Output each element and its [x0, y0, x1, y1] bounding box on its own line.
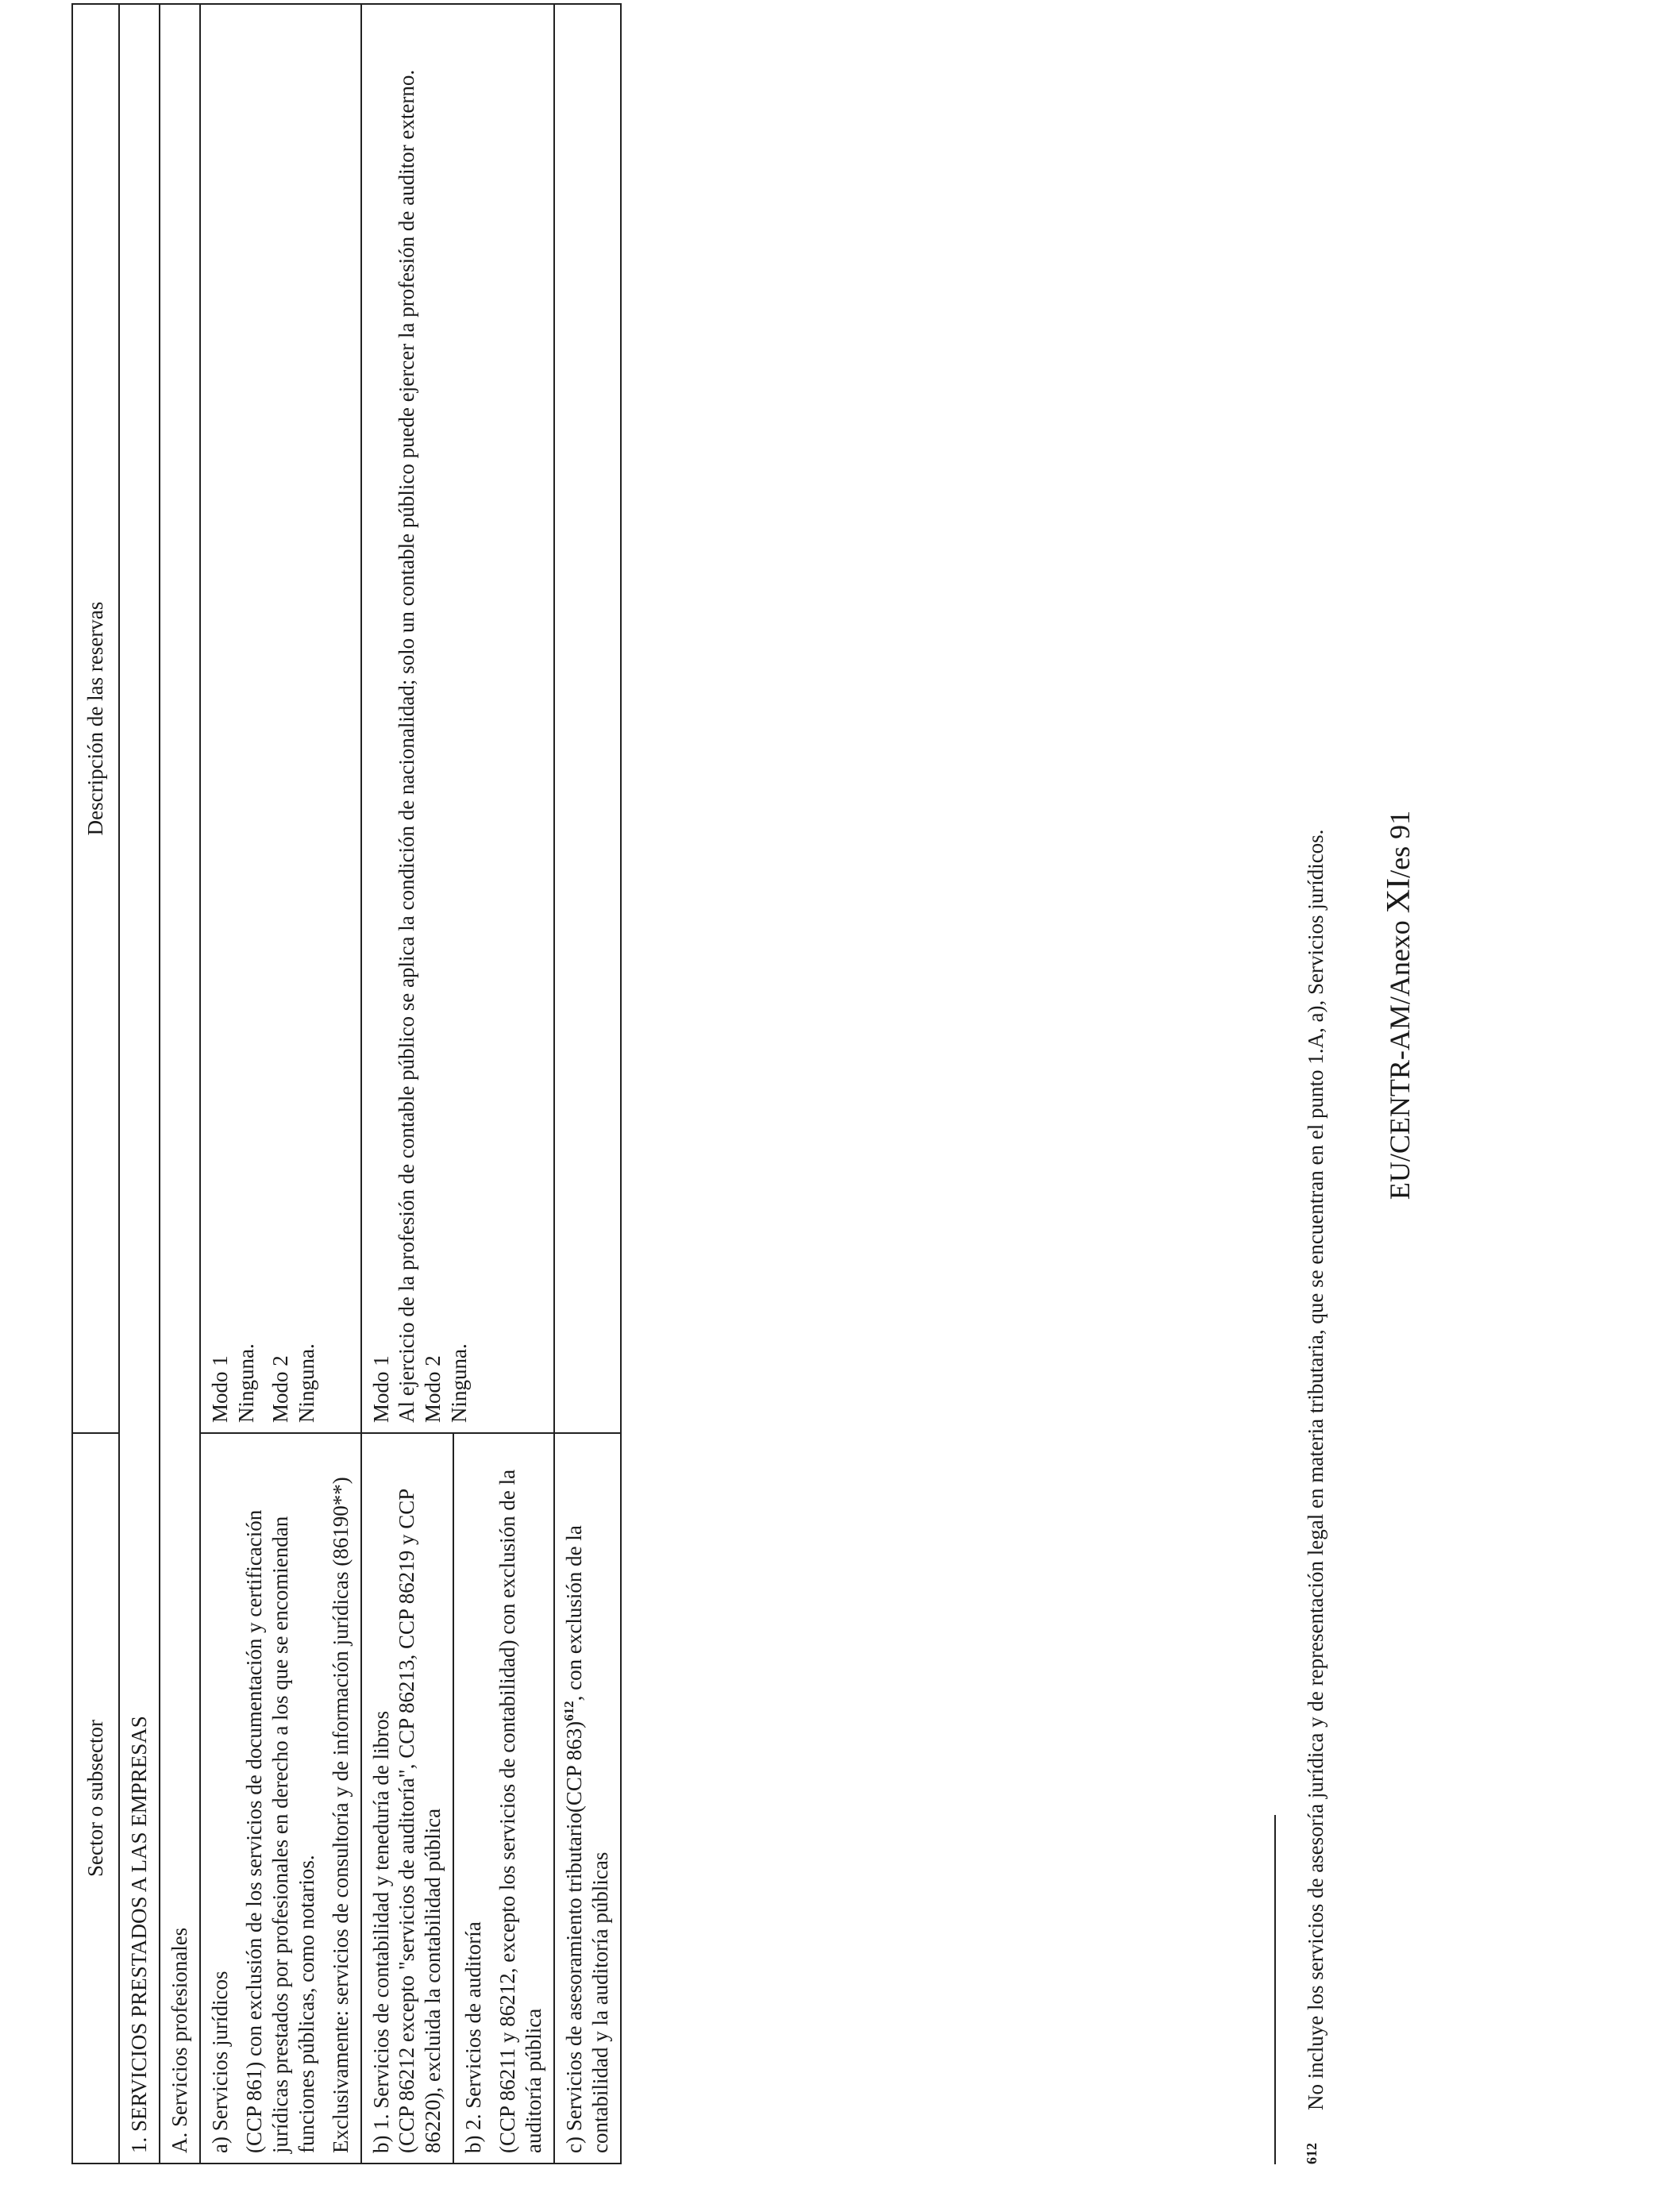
tax-sector-text-end: , con exclusión de la contabilidad y la auditoría públicas [562, 1525, 613, 2153]
tax-sector-text: c) Servicios de asesoramiento tributario(CCP 863) [562, 1720, 587, 2153]
tax-sector-cell [554, 1433, 621, 2164]
accounting-sector-cell [361, 1433, 454, 2164]
accounting-sector-scope: (CCP 86212 excepto "servicios de auditoría", CCP 86213, CCP 86219 y CCP 86220), excluida la contabilidad pública [395, 1489, 445, 2153]
footnote-number: 612 [1304, 2143, 1320, 2164]
legal-description-cell [200, 4, 361, 1433]
table-row [554, 4, 621, 2164]
reservations-table [71, 3, 622, 2164]
accounting-description-cell [361, 4, 555, 1433]
footnote-divider [1274, 1815, 1276, 2164]
subsection-title: A. Servicios profesionales [160, 4, 200, 2164]
page-id-prefix: EU/CENTR-AM/Anexo [1384, 913, 1416, 1200]
legal-mode-2: Modo 2 [268, 1355, 292, 1423]
accounting-mode-2: Modo 2 [421, 1355, 445, 1423]
legal-sector-cell [200, 1433, 361, 2164]
header-sector: Sector o subsector [72, 1433, 119, 2164]
table-row [200, 4, 361, 2164]
legal-sector-exclusive: Exclusivamente: servicios de consultoría y de información jurídicas (86190**) [328, 1477, 353, 2153]
tax-description-cell [554, 4, 621, 1433]
page-id-suffix: /es 91 [1384, 810, 1416, 878]
legal-sector-title: a) Servicios jurídicos [207, 1971, 232, 2153]
table-row [361, 4, 454, 2164]
section-row [119, 4, 160, 2164]
accounting-mode-1: Modo 1 [368, 1355, 393, 1423]
auditing-sector-scope: (CCP 86211 y 86212, excepto los servicios de contabilidad) con exclusión de la auditoría pública [495, 1469, 546, 2153]
subsection-row [160, 4, 200, 2164]
legal-mode-1: Modo 1 [207, 1355, 232, 1423]
table-header-row [72, 4, 119, 2164]
footnote-reference[interactable]: 612 [561, 1701, 577, 1721]
accounting-mode-2-value: Ninguna. [447, 1343, 472, 1423]
legal-sector-scope: (CCP 861) con exclusión de los servicios de documentación y certificación jurídicas prestados por profesionales en derecho a los que se encomiendan funciones públicas, como notarios. [241, 1509, 318, 2153]
auditing-sector-title: b) 2. Servicios de auditoría [461, 1921, 486, 2153]
accounting-sector-title: b) 1. Servicios de contabilidad y teneduría de libros [368, 1710, 393, 2153]
accounting-mode-1-value: Al ejercicio de la profesión de contable público se aplica la condición de nacionalidad; solo un contable público puede ejercer la profesión de auditor externo. [395, 69, 419, 1423]
page-identifier [1380, 727, 1418, 1283]
header-description: Descripción de las reservas [72, 4, 119, 1433]
footnote [1304, 21, 1328, 2164]
footnote-text: No incluye los servicios de asesoría jurídica y de representación legal en materia tributaria, que se encuentran en el punto 1.A, a), Servicios jurídicos. [1304, 829, 1327, 2110]
page-id-annex: XI [1381, 877, 1417, 914]
auditing-sector-cell [453, 1433, 554, 2164]
legal-mode-2-value: Ninguna. [294, 1343, 318, 1423]
legal-mode-1-value: Ninguna. [233, 1343, 258, 1423]
section-title: 1. SERVICIOS PRESTADOS A LAS EMPRESAS [119, 4, 160, 2164]
